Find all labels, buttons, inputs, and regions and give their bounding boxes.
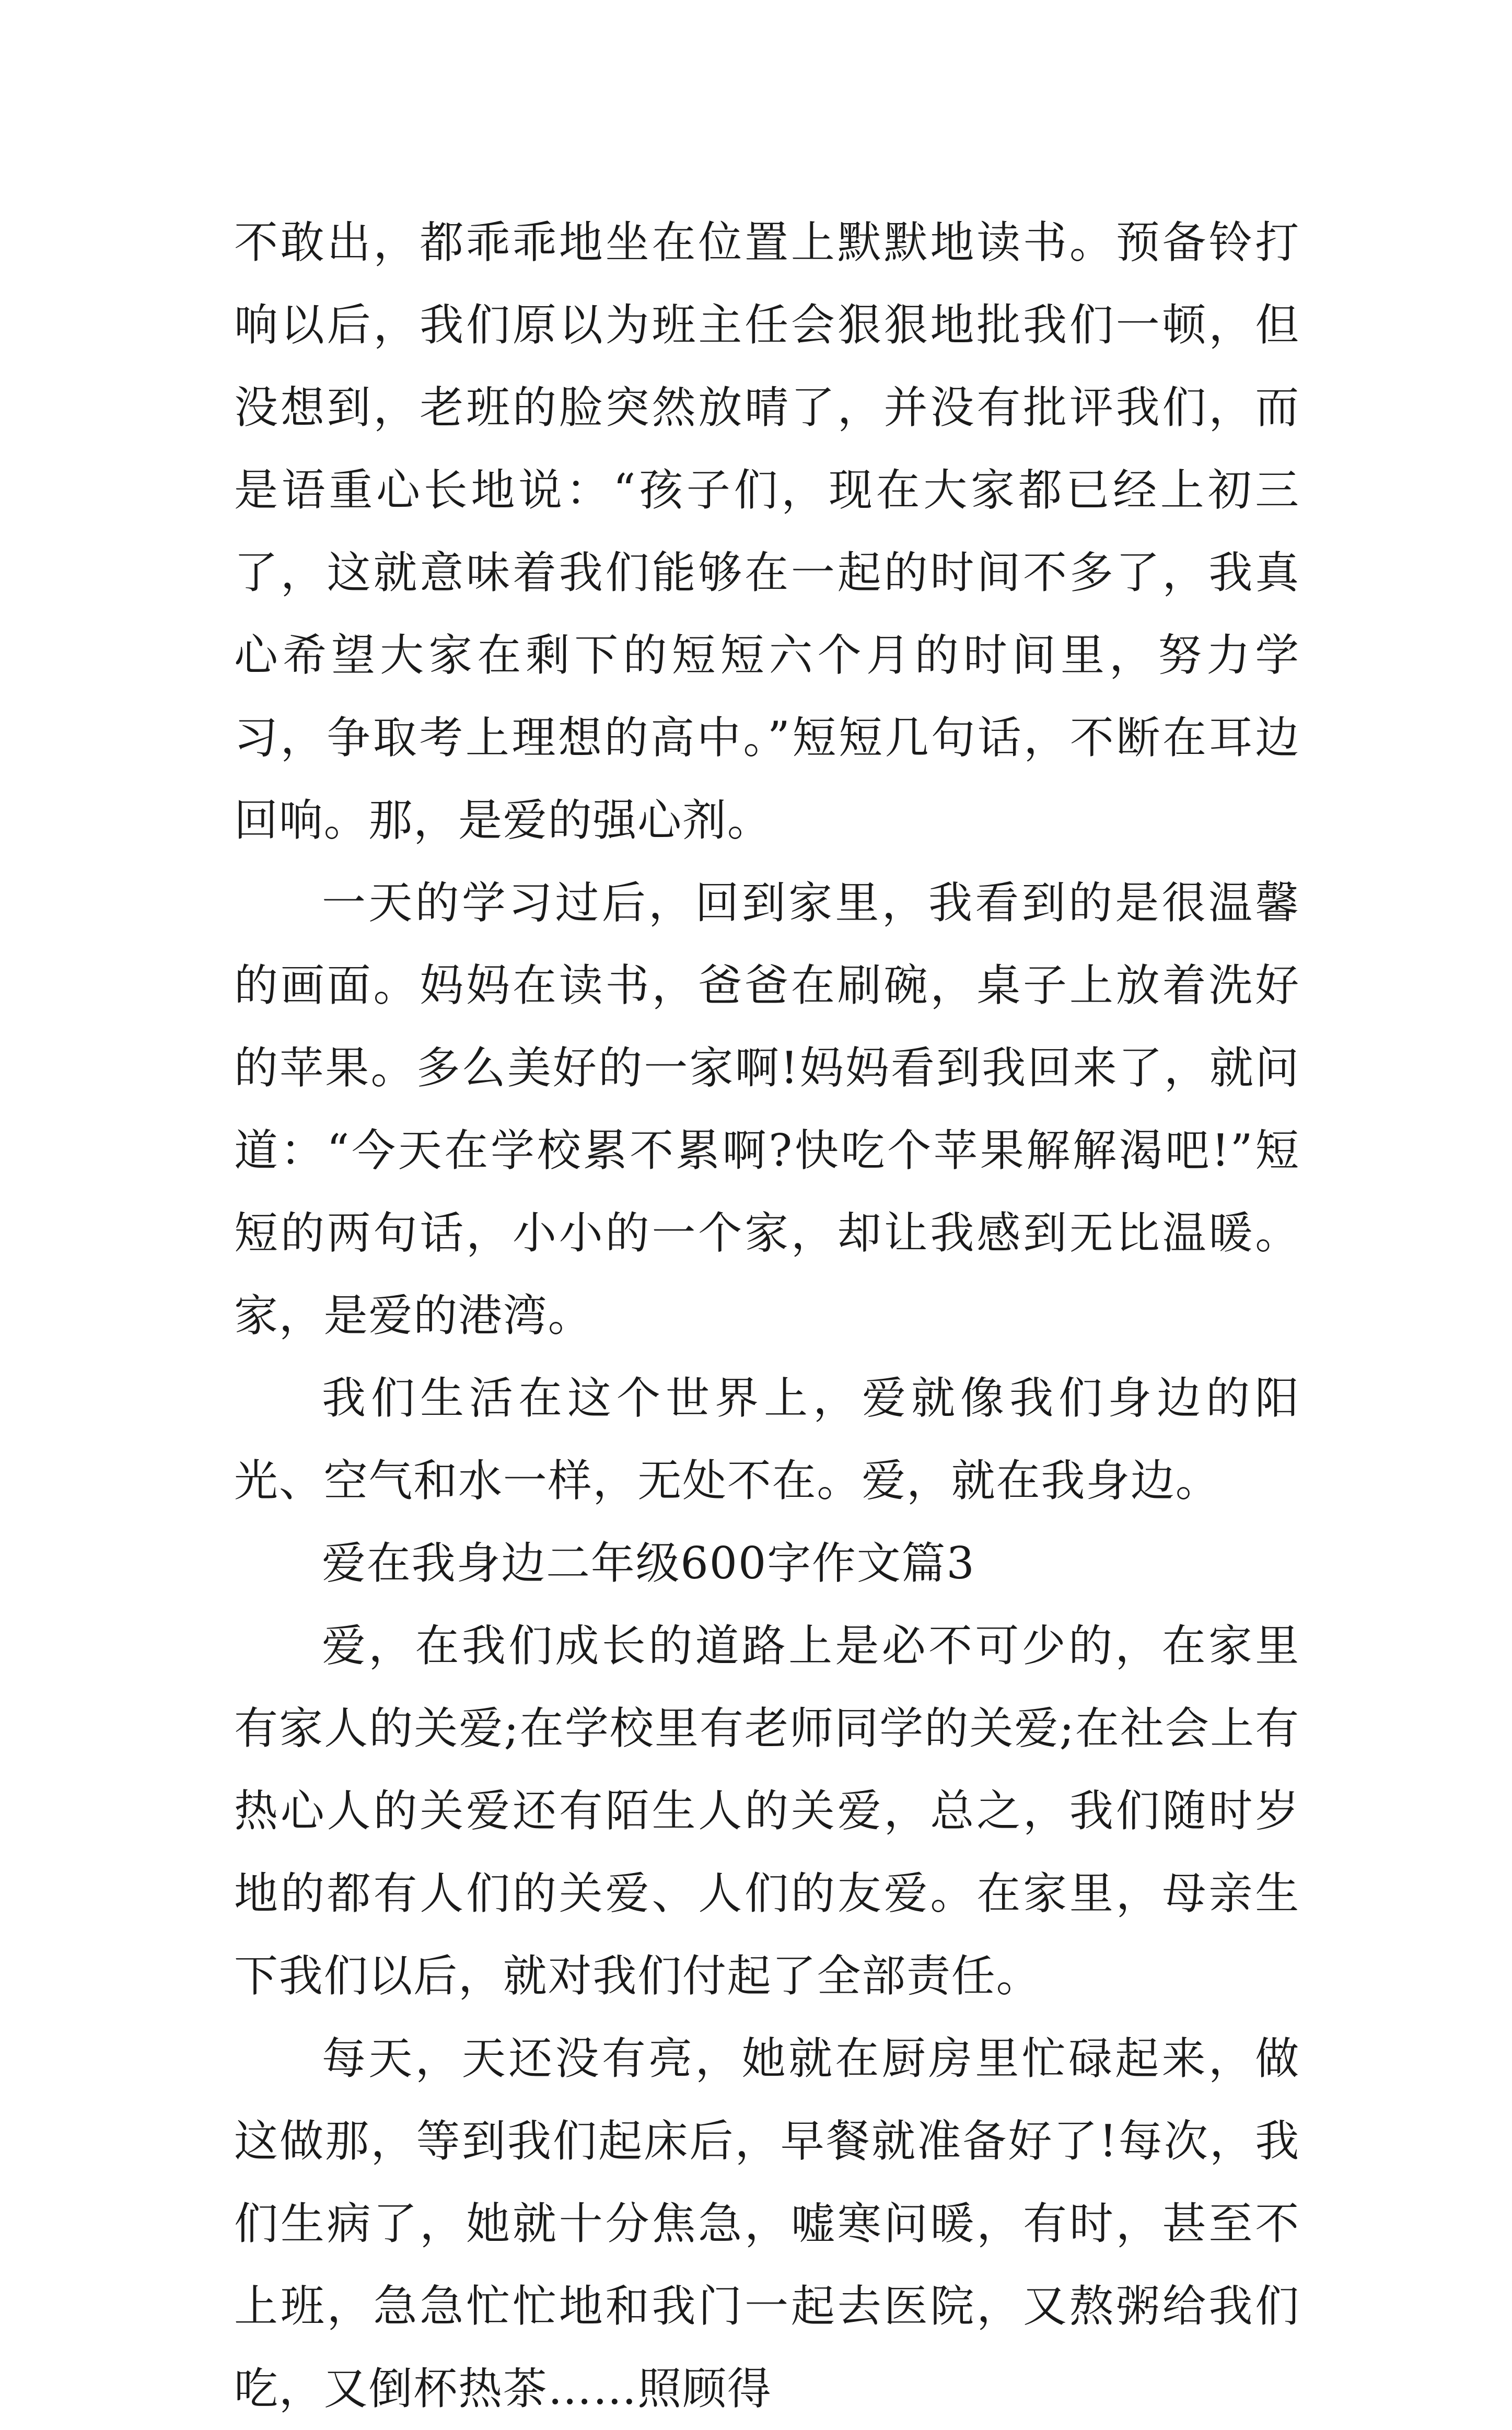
paragraph: 我们生活在这个世界上，爱就像我们身边的阳光、空气和水一样，无处不在。爱，就在我身边。 — [234, 1373, 1300, 1506]
document-body — [234, 201, 1300, 2430]
paragraph: 一天的学习过后，回到家里，我看到的是很温馨的画面。妈妈在读书，爸爸在刷碗，桌子上放着洗好的苹果。多么美好的一家啊!妈妈看到我回来了，就问道：“今天在学校累不累啊?快吃个苹果解解渴吧!”短短的两句话，小小的一个家，却让我感到无比温暖。家，是爱的港湾。 — [234, 877, 1300, 1341]
section-heading: 爱在我身边二年级600字作文篇3 — [322, 1538, 975, 1589]
paragraph: 每天，天还没有亮，她就在厨房里忙碌起来，做这做那，等到我们起床后，早餐就准备好了!每次，我们生病了，她就十分焦急，嘘寒问暖，有时，甚至不上班，急急忙忙地和我门一起去医院，又熬粥给我们吃，又倒杯热茶……照顾得 — [234, 2033, 1300, 2414]
paragraph: 爱，在我们成长的道路上是必不可少的，在家里有家人的关爱;在学校里有老师同学的关爱;在社会上有热心人的关爱还有陌生人的关爱，总之，我们随时岁地的都有人们的关爱、人们的友爱。在家里，母亲生下我们以后，就对我们付起了全部责任。 — [234, 1620, 1300, 2002]
paragraph: 不敢出，都乖乖地坐在位置上默默地读书。预备铃打响以后，我们原以为班主任会狠狠地批我们一顿，但没想到，老班的脸突然放晴了，并没有批评我们，而是语重心长地说：“孩子们，现在大家都已经上初三了，这就意味着我们能够在一起的时间不多了，我真心希望大家在剩下的短短六个月的时间里，努力学习，争取考上理想的高中。”短短几句话，不断在耳边回响。那，是爱的强心剂。 — [234, 217, 1300, 846]
